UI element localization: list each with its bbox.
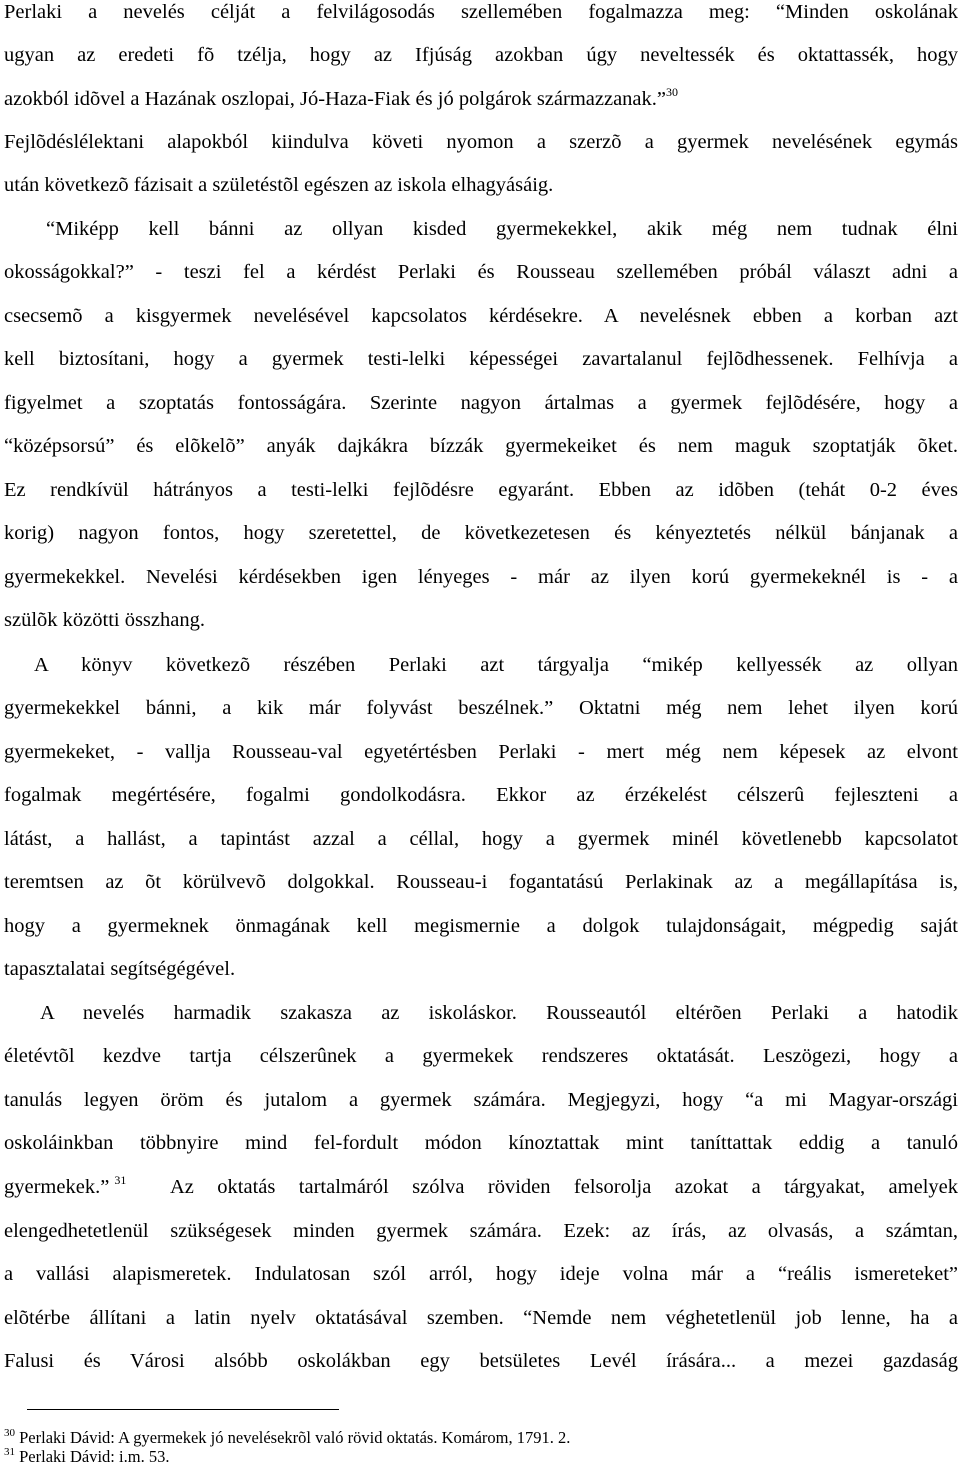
text-line: “Miképp kell bánni az ollyan kisded gyermekekkel, akik még nem tudnak élni: [46, 218, 958, 240]
text-line: kell biztosítani, hogy a gyermek testi-lelki képességei zavartalanul fejlõdhessenek. Felhívja a: [4, 348, 958, 370]
text-line: okosságokkal?” - teszi fel a kérdést Perlaki és Rousseau szellemében próbál választ adni a: [4, 261, 958, 283]
text-line: gyermekeket, - vallja Rousseau-val egyetértésben Perlaki - mert még nem képesek az elvont: [4, 741, 958, 763]
text-line: Az oktatás tartalmáról szólva röviden felsorolja azokat a tárgyakat, amelyek: [170, 1176, 958, 1198]
footnote: [4, 1446, 904, 1468]
footnote-text: Perlaki Dávid: A gyermekek jó nevelésekrõl való rövid oktatás. Komárom, 1791. 2.: [19, 1428, 571, 1447]
text-line: oskoláinkban többnyire mind fel-fordult módon kínoztattak mint taníttattak eddig a tanuló: [4, 1132, 958, 1154]
footnote-number: 30: [4, 1427, 15, 1439]
text-line: a vallási alapismeretek. Indulatosan szól arról, hogy ideje volna már a “reális ismereteket”: [4, 1263, 958, 1285]
text-line: korig) nagyon fontos, hogy szeretettel, de következetesen és kényeztetés nélkül bánjanak a: [4, 522, 958, 544]
document-page: [4, 0, 958, 1470]
footnote-ref: 31: [114, 1173, 127, 1187]
text-line: elõtérbe állítani a latin nyelv oktatásával szemben. “Nemde nem véghetetlenül job lenne, ha a: [4, 1307, 958, 1329]
text-line: Falusi és Városi alsóbb oskolákban egy betsületes Levél írására... a mezei gazdaság: [4, 1350, 958, 1372]
text-line: gyermekekkel bánni, a kik már folyvást beszélnek.” Oktatni még nem lehet ilyen korú: [4, 697, 958, 719]
text-line: Ez rendkívül hátrányos a testi-lelki fejlõdésre egyaránt. Ebben az idõben (tehát 0-2 éves: [4, 479, 958, 501]
text-line: szülõk közötti összhang.: [4, 609, 205, 631]
text-line: tanulás legyen öröm és jutalom a gyermek számára. Megjegyzi, hogy “a mi Magyar-országi: [4, 1089, 958, 1111]
text-line: tapasztalatai segítségégével.: [4, 958, 236, 980]
text-line: látást, a hallást, a tapintást azzal a céllal, hogy a gyermek minél követlenebb kapcsolatot: [4, 828, 958, 850]
text-line: gyermekekkel. Nevelési kérdésekben igen lényeges - már az ilyen korú gyermekeknél is - a: [4, 566, 958, 588]
text-line: A könyv következõ részében Perlaki azt tárgyalja “mikép kellyessék az ollyan: [34, 654, 958, 676]
text-line: fogalmak megértésére, fogalmi gondolkodásra. Ekkor az érzékelést célszerû fejleszteni a: [4, 784, 958, 806]
footnote-ref: 30: [666, 85, 678, 99]
text-line: ugyan az eredeti fõ tzélja, hogy az Ifjúság azokban úgy neveltessék és oktattassék, hogy: [4, 44, 958, 66]
text-line: után következõ fázisait a születéstõl egészen az iskola elhagyásáig.: [4, 174, 554, 196]
text-line: hogy a gyermeknek önmagának kell megismernie a dolgok tulajdonságait, mégpedig saját: [4, 915, 958, 937]
text-line: azokból idõvel a Hazának oszlopai, Jó-Haza-Fiak és jó polgárok származzanak.”$^{30}$: [4, 85, 678, 110]
text-line: figyelmet a szoptatás fontosságára. Szerinte nagyon ártalmas a gyermek fejlõdésére, hogy a: [4, 392, 958, 414]
text-line: elengedhetetlenül szükségesek minden gyermek számára. Ezek: az írás, az olvasás, a számtan,: [4, 1220, 958, 1242]
text-line: teremtsen az õt körülvevõ dolgokkal. Rousseau-i fogantatású Perlakinak az a megállapítása is,: [4, 871, 958, 893]
text-line: “középsorsú” és elõkelõ” anyák dajkákra bízzák gyermekeiket és nem maguk szoptatják õket.: [4, 435, 958, 457]
text-line: gyermekek.” $^{31}$: [4, 1173, 127, 1198]
text-line: A nevelés harmadik szakasza az iskoláskor. Rousseautól eltérõen Perlaki a hatodik: [40, 1002, 958, 1024]
footnote-number: 31: [4, 1446, 15, 1458]
text-line: csecsemõ a kisgyermek nevelésével kapcsolatos kérdésekre. A nevelésnek ebben a korban azt: [4, 305, 958, 327]
footnote-divider: [27, 1409, 339, 1410]
footnote-text: Perlaki Dávid: i.m. 53.: [19, 1447, 170, 1466]
text-line: Perlaki a nevelés célját a felvilágosodás szellemében fogalmazza meg: “Minden oskolának: [4, 1, 958, 23]
text-line: életévtõl kezdve tartja célszerûnek a gyermekek rendszeres oktatását. Leszögezi, hogy a: [4, 1045, 958, 1067]
text-line: Fejlõdéslélektani alapokból kiindulva követi nyomon a szerzõ a gyermek nevelésének egymás: [4, 131, 958, 153]
